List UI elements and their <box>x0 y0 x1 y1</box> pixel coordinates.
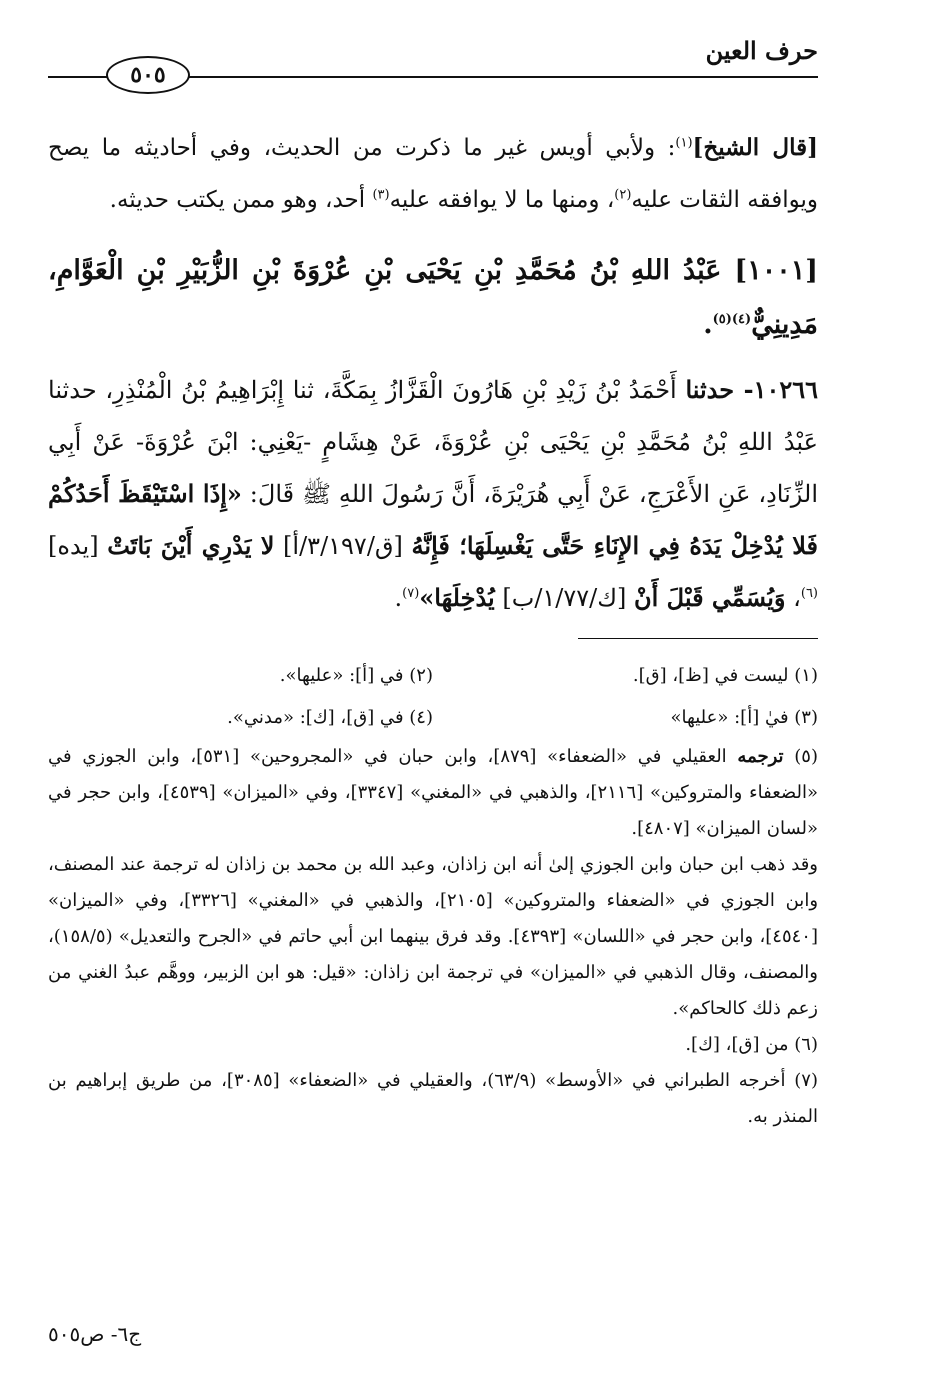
hadith-text: ، <box>785 584 801 612</box>
footnote-2: (٢) في [أ]: «عليها». <box>279 665 433 686</box>
entry-end: . <box>703 309 713 340</box>
intro-lead: [قال الشيخ] <box>692 134 818 161</box>
footnote-1: (١) ليست في [ظ]، [ق]. <box>632 665 818 686</box>
footnote-marker: (٣) <box>372 187 390 203</box>
footnote-5-continuation: وقد ذهب ابن حبان وابن الجوزي إلىٰ أنه ابن زاذان، وعبد الله بن محمد بن زاذان له ترجمة عند المصنف، وابن الجوزي في «الضعفاء والمتروكين» [٢١٠٥]، والذهبي في «المغني» [٣٣٢٦]، وفي «الميزان» [٤٥٤٠]، وابن حجر في «اللسان» [٤٣٩٣]. وقد فرق بينهما ابن أبي حاتم في «الجرح والتعديل» (١٥٨/٥)، والمصنف، وقال الذهبي في «الميزان» في ترجمة ابن زاذان: «قيل: هو ابن الزبير، ووهَّم عبدُ الغني من زعم ذلك كالحاكم». <box>48 854 819 1019</box>
footnote-4: (٤) في [ق]، [ك]: «مدني». <box>227 707 433 728</box>
hadith-end: . <box>394 584 403 612</box>
hadith-lead: حدثنا <box>685 375 735 404</box>
manuscript-ref: [ك/١/٧٧/ب] <box>494 584 635 612</box>
footnote-marker: (٤)(٥) <box>712 312 752 327</box>
hadith-quote: «إِذَا اسْتَيْقَظَ أَحَدُكُمْ فَلا يُدْخِلْ يَدَهُ فِي الإِنَاءِ حَتَّى يَغْسِلَهَا؛ فَإِنَّهُ <box>48 479 818 560</box>
hadith-quote: لا يَدْرِي أَيْنَ بَاتَتْ <box>107 531 275 560</box>
footnote-marker: (١) <box>675 135 693 151</box>
chapter-title: حرف العين <box>705 36 818 65</box>
footnote-7 <box>48 1063 818 1135</box>
footnote-5-lead: ترجمه <box>737 746 784 767</box>
footnote-3: (٣) فيٰ [أ]: «عليها» <box>670 707 818 728</box>
hadith-quote: يُدْخِلَهَا» <box>419 583 495 612</box>
footnote-row <box>48 697 818 739</box>
footnote-row <box>48 655 818 697</box>
page-number-badge: ٥٠٥ <box>106 56 190 94</box>
hadith-paragraph <box>48 364 818 624</box>
footnote-5 <box>48 739 818 1027</box>
page <box>48 0 818 1380</box>
footnote-marker: (٦) <box>800 586 818 601</box>
hadith-text: [يده] <box>48 532 108 560</box>
footnote-5-text: العقيلي في «الضعفاء» [٨٧٩]، وابن حبان في «المجروحين» [٥٣١]، وابن الجوزي في «الضعفاء والمتروكين» [٢١١٦]، والذهبي في «المغني» [٣٣٤٧]، وفي «الميزان» [٤٥٣٩]، وابن حجر في «لسان الميزان» [٤٨٠٧]. <box>48 746 819 839</box>
intro-text: : ولأبي أويس غير ما ذكرت من الحديث، وفي أحاديثه ما يصح ويوافقه الثقات عليه <box>48 135 818 213</box>
footnote-marker: (٢) <box>614 187 632 203</box>
page-header <box>48 0 818 100</box>
footnote-5-number: (٥) <box>783 746 818 767</box>
intro-paragraph <box>48 122 818 226</box>
footnote-6 <box>48 1027 818 1063</box>
footnote-7-text: (٧) أخرجه الطبراني في «الأوسط» (٦٣/٩)، والعقيلي في «الضعفاء» [٣٠٨٥]، من طريق إبراهيم بن المنذر به. <box>48 1070 818 1127</box>
hadith-quote: وَيُسَمِّي قَبْلَ أَنْ <box>634 583 786 612</box>
entry-heading <box>48 244 818 352</box>
intro-text: ، ومنها ما لا يوافقه عليه <box>389 187 615 213</box>
entry-name: [١٠٠١] عَبْدُ اللهِ بْنُ مُحَمَّدِ بْنِ يَحْيَى بْنِ عُرْوَةَ بْنِ الزُّبَيْرِ بْنِ الْعَوَّامِ، مَدِينِيٌّ <box>48 255 818 340</box>
manuscript-ref: [ق/٣/١٩٧/أ] <box>274 532 412 560</box>
hadith-number: ١٠٢٦٦- <box>734 375 818 404</box>
footnote-6-text: (٦) من [ق]، [ك]. <box>685 1034 818 1055</box>
footnote-rule <box>578 638 818 639</box>
footnote-marker: (٧) <box>402 586 420 601</box>
intro-text: أحد، وهو ممن يكتب حديثه. <box>109 187 373 213</box>
page-locator: ج٦- ص٥٠٥ <box>48 1322 142 1346</box>
hadith-chain: أَحْمَدُ بْنُ زَيْدِ بْنِ هَارُونَ الْقَزَّازُ بِمَكَّةَ، ثنا إِبْرَاهِيمُ بْنُ الْمُنْذِرِ، حدثنا عَبْدُ اللهِ بْنُ مُحَمَّدِ بْنِ يَحْيَى بْنِ عُرْوَةَ، عَنْ هِشَامٍ -يَعْنِي: ابْنَ عُرْوَةَ- عَنْ أَبِي الزِّنَادِ، عَنِ الأَعْرَجِ، عَنْ أَبِي هُرَيْرَةَ، أَنَّ رَسُولَ اللهِ ﷺ قَالَ: <box>48 376 818 508</box>
